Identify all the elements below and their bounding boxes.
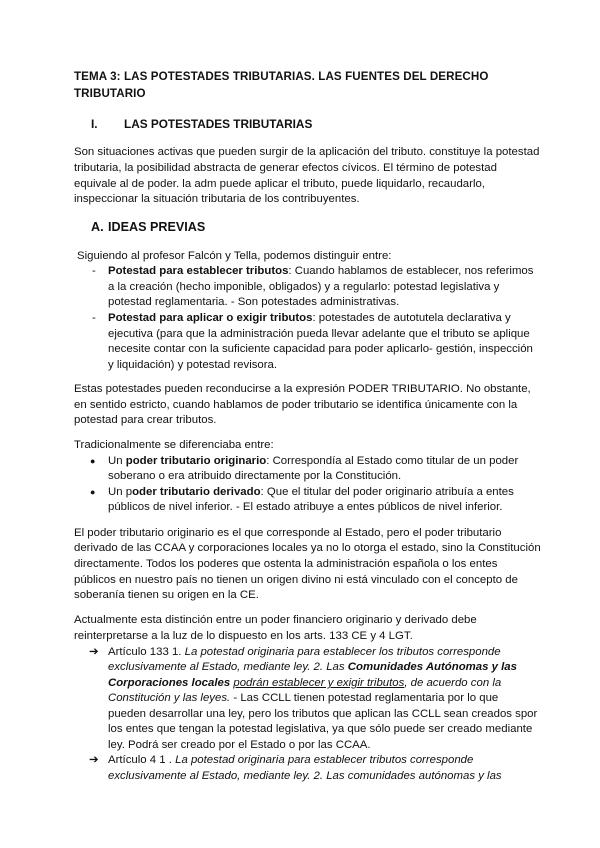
bullet-item-first-line	[108, 485, 514, 500]
arrow-item-line	[108, 660, 517, 675]
paragraph-line: reinterpretarse a la luz de lo dispuesto en los arts. 133 CE y 4 LGT.	[74, 630, 413, 642]
bullet-item-first-line	[108, 454, 518, 469]
arrow-item-line: ley. Podrá ser creado por el Estado o por las CCAA.	[108, 739, 371, 751]
arrow-item-line: pueden desarrollar una ley, pero los tributos que aplican las CCLL sean creados spor	[108, 708, 538, 720]
text-run: : Cuando hablamos de establecer, nos referimos	[288, 265, 534, 277]
paragraph-line: Tradicionalmente se diferenciaba entre:	[74, 439, 274, 451]
arrow-item-line	[108, 645, 501, 660]
paragraph-line: públicos en nuestro país no tienen un origen divino ni está vinculado con el concepto de	[74, 574, 518, 586]
intro-line: Siguiendo al profesor Falcón y Tella, podemos distinguir entre:	[77, 250, 392, 262]
paragraph-line: potestad para crear tributos.	[74, 414, 217, 426]
underlined-italic-run: podrán establecer y exigir tributos	[233, 677, 405, 689]
text-run: Un p	[108, 486, 133, 498]
paragraph-line: tributaria, la posibilidad abstracta de generar efectos cívicos. El término de potestad	[74, 162, 497, 174]
bold-italic-run: Corporaciones locales	[108, 677, 231, 689]
subsection-letter: A.	[91, 220, 104, 234]
bullet-marker: ●	[90, 487, 96, 497]
text-run: Artículo 133 1.	[108, 646, 185, 658]
paragraph-line: directamente. Todos los poderes que ostenta la administración española o los entes	[74, 558, 498, 570]
bold-term: Potestad para establecer tributos	[108, 265, 289, 277]
italic-run: La potestad originaria para establecer los tributos corresponde	[184, 646, 501, 658]
arrow-marker: ➔	[89, 646, 99, 658]
dash-item-line: a la creación (hecho imponible, obligados) y a regularlo: potestad legislativa y	[108, 281, 500, 293]
dash-item-first-line	[108, 264, 533, 279]
section-heading: LAS POTESTADES TRIBUTARIAS	[124, 117, 313, 131]
arrow-item-line	[108, 691, 498, 706]
bullet-item-line: soberano o era atribuido directamente por la Constitución.	[108, 470, 402, 482]
bold-term: Potestad para aplicar o exigir tributos	[108, 312, 313, 324]
paragraph-line: soberanía tienen su origen en la CE.	[74, 589, 259, 601]
bullet-item-line: públicos de nivel inferior. - El estado atribuye a entes públicos de nivel inferior.	[108, 501, 503, 513]
text-run: : Correspondía al Estado como titular de un poder	[266, 455, 519, 467]
italic-run: exclusivamente al Estado, mediante ley. 2. Las comunidades autónomas y las	[108, 770, 502, 782]
dash-item-line: ejecutiva (para que la administración pueda llevar adelante que el tributo se aplique	[108, 328, 530, 340]
arrow-item-line	[108, 753, 473, 768]
paragraph-line: Estas potestades pueden reconducirse a la expresión PODER TRIBUTARIO. No obstante,	[74, 383, 531, 395]
arrow-item-line	[108, 676, 501, 691]
dash-marker: -	[92, 312, 96, 324]
document-title-line-1: TEMA 3: LAS POTESTADES TRIBUTARIAS. LAS FUENTES DEL DERECHO	[74, 70, 489, 83]
bold-term: poder tributario originario	[125, 455, 267, 467]
paragraph-line: equivale al de poder. la adm puede aplicar el tributo, puede liquidarlo, recaudarlo,	[74, 178, 485, 190]
document-title-line-2: TRIBUTARIO	[74, 87, 146, 100]
dash-item-first-line	[108, 311, 511, 326]
bold-italic-run: Comunidades Autónomas y las	[347, 661, 517, 673]
arrow-item-line: los entes que tengan la potestad legislativa, ya que sólo puede ser creado mediante	[108, 723, 533, 735]
dash-item-line: potestad reglamentaria. - Son potestades administrativas.	[108, 296, 400, 308]
text-run: Artículo 4 1 .	[108, 754, 176, 766]
paragraph-line: Actualmente esta distinción entre un poder financiero originario y derivado debe	[74, 614, 477, 626]
text-run: : Que el titular del poder originario atribuía a entes	[260, 486, 514, 498]
text-run: Un	[108, 455, 126, 467]
paragraph-line: El poder tributario originario es el que corresponde al Estado, pero el poder tributario	[74, 527, 502, 539]
subsection-heading: IDEAS PREVIAS	[108, 220, 206, 234]
arrow-item-line	[108, 769, 502, 784]
bold-term: oder tributario derivado	[132, 486, 261, 498]
paragraph-line: derivado de las CCAA y corporaciones locales ya no lo otorga el estado, sino la Constitución	[74, 542, 541, 554]
italic-run: Constitución y las leyes.	[108, 692, 231, 704]
dash-item-line: y liquidación) y potestad revisora.	[108, 359, 278, 371]
text-run: - Las CCLL tienen potestad reglamentaria por lo que	[230, 692, 499, 704]
paragraph-line: inspeccionar la situación tributaria de los contribuyentes.	[74, 193, 360, 205]
italic-run: , de acuerdo con la	[404, 677, 502, 689]
text-run: : potestades de autotutela declarativa y	[312, 312, 511, 324]
italic-run: La potestad originaria para establecer tributos corresponde	[175, 754, 474, 766]
dash-marker: -	[92, 265, 96, 277]
italic-run: exclusivamente al Estado, mediante ley. 2. Las	[108, 661, 348, 673]
arrow-marker: ➔	[89, 754, 99, 766]
paragraph-line: en sentido estricto, cuando hablamos de poder tributario se identifica únicamente con la	[74, 399, 518, 411]
section-number: I.	[91, 117, 98, 131]
paragraph-line: Son situaciones activas que pueden surgir de la aplicación del tributo. constituye la potestad	[74, 146, 540, 158]
bullet-marker: ●	[90, 456, 96, 466]
dash-item-line: necesite contar con la suficiente capacidad para poder aplicarlo- gestión, inspección	[108, 343, 533, 355]
